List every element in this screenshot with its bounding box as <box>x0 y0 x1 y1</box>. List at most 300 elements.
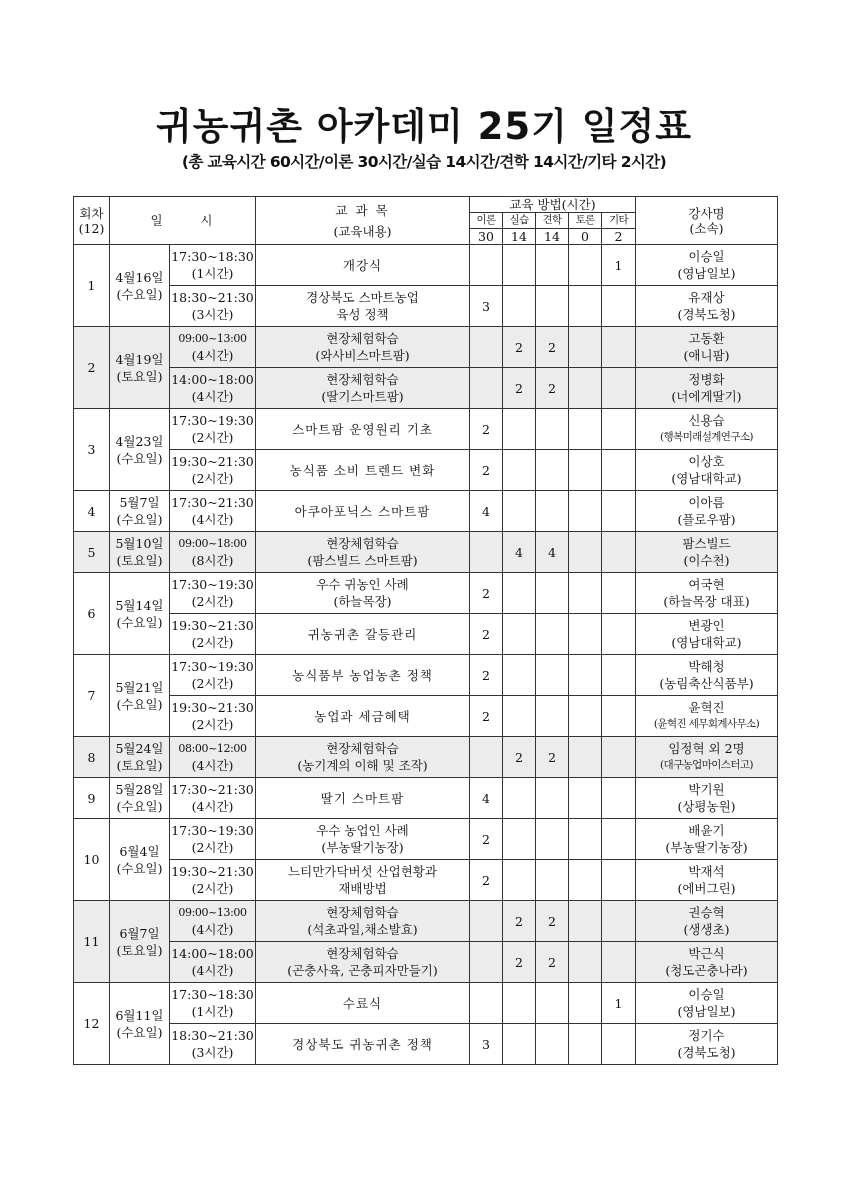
session-time <box>170 450 256 491</box>
session-lecturer <box>636 942 778 983</box>
date-label: 4월19일 <box>115 351 164 367</box>
hours-tour: 2 <box>536 901 569 942</box>
time-range: 09:00~18:00 <box>178 537 247 550</box>
subject-line: 현장체험학습 <box>326 331 399 346</box>
lecturer-name: 권승혁 <box>688 905 725 920</box>
session-subject <box>256 655 470 696</box>
hours-tour: 2 <box>536 737 569 778</box>
subject-line: 경상북도 귀농귀촌 정책 <box>292 1036 433 1052</box>
hours-discuss <box>569 614 602 655</box>
hours-discuss <box>569 573 602 614</box>
lecturer-name: 박해청 <box>688 659 725 674</box>
session-subject <box>256 737 470 778</box>
hours-practice <box>503 573 536 614</box>
hours-etc <box>602 696 636 737</box>
session-time <box>170 737 256 778</box>
session-subject <box>256 573 470 614</box>
subject-line: 현장체험학습 <box>326 905 399 920</box>
session-subject <box>256 614 470 655</box>
session-time <box>170 942 256 983</box>
lecturer-name: 박근식 <box>688 946 725 961</box>
time-range: 17:30~19:30 <box>171 659 254 674</box>
hours-discuss <box>569 819 602 860</box>
lecturer-org: (영남대학교) <box>671 635 742 650</box>
subject-line: 개강식 <box>342 257 383 273</box>
session-lecturer <box>636 409 778 450</box>
time-hours: (4시간) <box>191 799 234 814</box>
day-label: (수요일) <box>116 696 163 712</box>
subject-line: 재배방법 <box>338 881 387 896</box>
table-row <box>74 860 778 901</box>
time-hours: (4시간) <box>191 922 234 937</box>
subject-line: 현장체험학습 <box>326 741 399 756</box>
hours-etc <box>602 655 636 696</box>
hours-theory <box>470 983 503 1024</box>
subject-line: 경상북도 스마트농업 <box>306 290 419 305</box>
hours-theory <box>470 368 503 409</box>
time-hours: (2시간) <box>191 840 234 855</box>
date-label: 6월11일 <box>115 1007 164 1023</box>
lecturer-name: 이아름 <box>688 495 725 510</box>
subject-line: 현장체험학습 <box>326 946 399 961</box>
lecturer-name: 윤혁진 <box>688 700 725 715</box>
session-subject <box>256 409 470 450</box>
day-label: (수요일) <box>116 512 163 527</box>
hours-etc: 1 <box>602 245 636 286</box>
session-time <box>170 778 256 819</box>
session-lecturer <box>636 614 778 655</box>
header-total-etc: 2 <box>602 229 636 245</box>
session-lecturer <box>636 532 778 573</box>
table-row <box>74 532 778 573</box>
hours-theory <box>470 901 503 942</box>
date-label: 5월14일 <box>115 597 164 613</box>
time-hours: (2시간) <box>191 635 234 650</box>
time-range: 14:00~18:00 <box>171 946 254 961</box>
session-lecturer <box>636 901 778 942</box>
day-label: (수요일) <box>116 614 163 630</box>
hours-tour <box>536 778 569 819</box>
session-time <box>170 1024 256 1065</box>
round-date <box>110 409 170 491</box>
session-time <box>170 655 256 696</box>
hours-etc <box>602 409 636 450</box>
hours-etc <box>602 860 636 901</box>
session-time <box>170 983 256 1024</box>
time-range: 18:30~21:30 <box>171 290 254 305</box>
hours-tour <box>536 573 569 614</box>
lecturer-org: (애니팜) <box>683 348 730 363</box>
lecturer-org: (너에게딸기) <box>671 389 742 404</box>
day-label: (토요일) <box>116 553 163 568</box>
session-subject <box>256 860 470 901</box>
subject-line: 농식품 소비 트렌드 변화 <box>289 462 436 478</box>
hours-etc <box>602 778 636 819</box>
hours-etc <box>602 901 636 942</box>
hours-discuss <box>569 696 602 737</box>
hours-practice <box>503 409 536 450</box>
table-row <box>74 737 778 778</box>
header-lecturer-sub: (소속) <box>689 220 724 236</box>
lecturer-name: 임정혁 외 2명 <box>668 741 745 756</box>
day-label: (토요일) <box>116 368 163 384</box>
time-range: 17:30~21:30 <box>171 495 254 510</box>
time-range: 18:30~21:30 <box>171 1028 254 1043</box>
day-label: (수요일) <box>116 860 163 876</box>
date-label: 6월7일 <box>119 925 160 941</box>
session-lecturer <box>636 491 778 532</box>
hours-theory: 3 <box>470 286 503 327</box>
hours-etc <box>602 532 636 573</box>
round-number: 9 <box>74 778 110 819</box>
lecturer-org: (경북도청) <box>677 1045 736 1060</box>
hours-practice <box>503 696 536 737</box>
schedule-table <box>73 196 778 1065</box>
header-date: 일 시 <box>110 197 256 245</box>
session-time <box>170 245 256 286</box>
session-lecturer <box>636 696 778 737</box>
lecturer-org: (영남일보) <box>677 1004 736 1019</box>
lecturer-org: (생생초) <box>683 922 730 937</box>
hours-theory: 4 <box>470 491 503 532</box>
session-time <box>170 696 256 737</box>
round-date <box>110 532 170 573</box>
hours-etc <box>602 573 636 614</box>
hours-practice: 4 <box>503 532 536 573</box>
lecturer-org: (행복미래설계연구소) <box>660 431 753 443</box>
lecturer-org: (영남대학교) <box>671 471 742 486</box>
lecturer-org: (하늘목장 대표) <box>663 594 750 609</box>
round-number: 4 <box>74 491 110 532</box>
hours-theory <box>470 245 503 286</box>
round-date <box>110 655 170 737</box>
hours-etc <box>602 368 636 409</box>
session-lecturer <box>636 573 778 614</box>
session-lecturer <box>636 245 778 286</box>
hours-practice <box>503 778 536 819</box>
time-hours: (2시간) <box>191 717 234 732</box>
subject-line: (석초과일,채소발효) <box>307 922 418 937</box>
lecturer-org: (윤혁진 세무회계사무소) <box>653 718 760 730</box>
table-row <box>74 573 778 614</box>
hours-tour <box>536 614 569 655</box>
session-subject <box>256 450 470 491</box>
lecturer-name: 팜스빌드 <box>682 536 731 551</box>
lecturer-org: (농림축산식품부) <box>659 676 754 691</box>
date-label: 5월10일 <box>115 536 164 551</box>
session-subject <box>256 245 470 286</box>
time-hours: (2시간) <box>191 471 234 486</box>
header-round-label: 회차 <box>79 205 104 221</box>
header-subject <box>256 197 470 245</box>
hours-practice: 2 <box>503 942 536 983</box>
header-lecturer-label: 강사명 <box>688 205 725 221</box>
subject-line: 느티만가닥버섯 산업현황과 <box>288 864 437 879</box>
hours-etc <box>602 819 636 860</box>
hours-practice <box>503 819 536 860</box>
time-hours: (4시간) <box>191 389 234 404</box>
day-label: (토요일) <box>116 758 163 773</box>
header-lecturer <box>636 197 778 245</box>
hours-discuss <box>569 409 602 450</box>
hours-tour <box>536 286 569 327</box>
day-label: (토요일) <box>116 942 163 958</box>
subject-line: (농기계의 이해 및 조작) <box>297 758 428 773</box>
time-range: 09:00~13:00 <box>178 332 247 345</box>
subject-line: 스마트팜 운영원리 기초 <box>292 421 433 437</box>
table-row <box>74 409 778 450</box>
round-date <box>110 737 170 778</box>
round-date <box>110 778 170 819</box>
hours-tour <box>536 1024 569 1065</box>
table-row <box>74 614 778 655</box>
day-label: (수요일) <box>116 1024 163 1040</box>
session-subject <box>256 286 470 327</box>
round-date <box>110 573 170 655</box>
round-date <box>110 491 170 532</box>
hours-tour <box>536 983 569 1024</box>
hours-etc: 1 <box>602 983 636 1024</box>
date-label: 5월28일 <box>115 782 164 797</box>
date-label: 4월16일 <box>115 269 164 285</box>
time-hours: (2시간) <box>191 594 234 609</box>
session-time <box>170 409 256 450</box>
lecturer-name: 정병화 <box>688 372 725 387</box>
time-range: 17:30~19:30 <box>171 577 254 592</box>
hours-theory <box>470 532 503 573</box>
round-number: 6 <box>74 573 110 655</box>
time-hours: (8시간) <box>191 553 234 568</box>
session-lecturer <box>636 819 778 860</box>
round-date <box>110 245 170 327</box>
table-row <box>74 696 778 737</box>
time-hours: (3시간) <box>191 307 234 322</box>
time-hours: (1시간) <box>191 1004 234 1019</box>
lecturer-org: (대구농업마이스터고) <box>660 759 753 771</box>
session-subject <box>256 368 470 409</box>
subject-line: 수료식 <box>342 995 383 1011</box>
time-range: 17:30~19:30 <box>171 823 254 838</box>
time-range: 19:30~21:30 <box>171 618 254 633</box>
lecturer-org: (영남일보) <box>677 266 736 281</box>
table-row <box>74 327 778 368</box>
hours-theory: 2 <box>470 614 503 655</box>
subject-line: 딸기 스마트팜 <box>320 790 405 806</box>
hours-discuss <box>569 942 602 983</box>
hours-tour <box>536 655 569 696</box>
hours-practice <box>503 1024 536 1065</box>
lecturer-name: 이승일 <box>688 249 725 264</box>
lecturer-name: 박기원 <box>688 782 725 797</box>
round-date <box>110 819 170 901</box>
hours-tour: 2 <box>536 368 569 409</box>
lecturer-name: 정기수 <box>688 1028 725 1043</box>
subject-line: (딸기스마트팜) <box>321 389 404 404</box>
lecturer-name: 여국현 <box>688 577 725 592</box>
hours-discuss <box>569 327 602 368</box>
hours-practice <box>503 860 536 901</box>
round-number: 12 <box>74 983 110 1065</box>
date-label: 5월7일 <box>119 495 160 510</box>
subject-line: (곤충사육, 곤충피자만들기) <box>287 963 438 978</box>
session-subject <box>256 532 470 573</box>
subject-line: (부농딸기농장) <box>321 840 404 855</box>
hours-practice <box>503 983 536 1024</box>
round-date <box>110 327 170 409</box>
time-range: 08:00~12:00 <box>178 742 247 755</box>
header-total-tour: 14 <box>536 229 569 245</box>
table-row <box>74 983 778 1024</box>
hours-tour <box>536 696 569 737</box>
hours-practice <box>503 245 536 286</box>
lecturer-name: 변광인 <box>688 618 725 633</box>
session-subject <box>256 1024 470 1065</box>
time-range: 17:30~18:30 <box>171 987 254 1002</box>
subject-line: (하늘목장) <box>333 594 392 609</box>
hours-practice <box>503 614 536 655</box>
table-row <box>74 942 778 983</box>
session-subject <box>256 901 470 942</box>
round-number: 5 <box>74 532 110 573</box>
header-total-theory: 30 <box>470 229 503 245</box>
lecturer-org: (경북도청) <box>677 307 736 322</box>
session-subject <box>256 696 470 737</box>
time-hours: (4시간) <box>191 512 234 527</box>
day-label: (수요일) <box>116 799 163 814</box>
session-time <box>170 860 256 901</box>
table-row <box>74 778 778 819</box>
round-date <box>110 983 170 1065</box>
hours-discuss <box>569 245 602 286</box>
subject-line: (와사비스마트팜) <box>315 348 410 363</box>
session-lecturer <box>636 778 778 819</box>
hours-discuss <box>569 655 602 696</box>
time-hours: (2시간) <box>191 430 234 445</box>
header-method-tour: 견학 <box>536 213 569 229</box>
lecturer-name: 박재석 <box>688 864 725 879</box>
time-range: 19:30~21:30 <box>171 864 254 879</box>
table-row <box>74 450 778 491</box>
hours-theory: 2 <box>470 696 503 737</box>
time-range: 17:30~21:30 <box>171 782 254 797</box>
session-time <box>170 327 256 368</box>
round-number: 8 <box>74 737 110 778</box>
hours-discuss <box>569 860 602 901</box>
subject-line: 현장체험학습 <box>326 372 399 387</box>
header-round <box>74 197 110 245</box>
subject-line: 농식품부 농업농촌 정책 <box>292 667 433 683</box>
date-label: 6월4일 <box>119 843 160 859</box>
hours-practice: 2 <box>503 327 536 368</box>
time-hours: (4시간) <box>191 758 234 773</box>
session-subject <box>256 491 470 532</box>
lecturer-org: (이수천) <box>683 553 730 568</box>
hours-practice <box>503 655 536 696</box>
hours-tour <box>536 860 569 901</box>
time-range: 09:00~13:00 <box>178 906 247 919</box>
hours-practice <box>503 450 536 491</box>
lecturer-name: 이승일 <box>688 987 725 1002</box>
session-lecturer <box>636 983 778 1024</box>
day-label: (수요일) <box>116 450 163 466</box>
subject-line: (팜스빌드 스마트팜) <box>307 553 418 568</box>
time-range: 17:30~18:30 <box>171 249 254 264</box>
hours-practice: 2 <box>503 737 536 778</box>
hours-tour <box>536 491 569 532</box>
hours-tour <box>536 450 569 491</box>
hours-discuss <box>569 983 602 1024</box>
hours-etc <box>602 327 636 368</box>
hours-etc <box>602 491 636 532</box>
hours-tour: 4 <box>536 532 569 573</box>
session-lecturer <box>636 286 778 327</box>
hours-discuss <box>569 737 602 778</box>
header-method-theory: 이론 <box>470 213 503 229</box>
header-method-practice: 실습 <box>503 213 536 229</box>
lecturer-org: (에버그린) <box>677 881 736 896</box>
time-hours: (2시간) <box>191 676 234 691</box>
time-hours: (1시간) <box>191 266 234 281</box>
header-method-discuss: 토론 <box>569 213 602 229</box>
session-time <box>170 368 256 409</box>
lecturer-name: 고동환 <box>688 331 725 346</box>
time-range: 17:30~19:30 <box>171 413 254 428</box>
hours-practice: 2 <box>503 901 536 942</box>
lecturer-name: 신용습 <box>688 413 725 428</box>
lecturer-name: 이상호 <box>688 454 725 469</box>
hours-discuss <box>569 778 602 819</box>
session-time <box>170 286 256 327</box>
table-row <box>74 1024 778 1065</box>
subject-line: 아쿠아포닉스 스마트팜 <box>294 503 431 519</box>
round-number: 3 <box>74 409 110 491</box>
time-hours: (2시간) <box>191 881 234 896</box>
time-range: 14:00~18:00 <box>171 372 254 387</box>
table-row <box>74 819 778 860</box>
lecturer-name: 배윤기 <box>688 823 725 838</box>
session-time <box>170 532 256 573</box>
session-lecturer <box>636 450 778 491</box>
lecturer-org: (청도곤충나라) <box>665 963 748 978</box>
hours-practice: 2 <box>503 368 536 409</box>
subject-line: 육성 정책 <box>336 307 389 322</box>
hours-theory: 2 <box>470 655 503 696</box>
session-lecturer <box>636 860 778 901</box>
lecturer-org: (상평농원) <box>677 799 736 814</box>
hours-discuss <box>569 286 602 327</box>
session-time <box>170 819 256 860</box>
time-hours: (3시간) <box>191 1045 234 1060</box>
session-lecturer <box>636 368 778 409</box>
header-subject-label: 교 과 목 <box>335 202 390 218</box>
round-number: 10 <box>74 819 110 901</box>
hours-theory: 3 <box>470 1024 503 1065</box>
header-method-etc: 기타 <box>602 213 636 229</box>
lecturer-name: 유재상 <box>688 290 725 305</box>
schedule-body <box>74 245 778 1065</box>
hours-practice <box>503 491 536 532</box>
page-subtitle: (총 교육시간 60시간/이론 30시간/실습 14시간/견학 14시간/기타 2시간) <box>181 153 667 171</box>
time-hours: (4시간) <box>191 348 234 363</box>
time-hours: (4시간) <box>191 963 234 978</box>
hours-etc <box>602 614 636 655</box>
table-row <box>74 286 778 327</box>
subject-line: 현장체험학습 <box>326 536 399 551</box>
lecturer-org: (부농딸기농장) <box>665 840 748 855</box>
hours-theory: 2 <box>470 860 503 901</box>
subject-line: 농업과 세금혜택 <box>314 708 411 724</box>
hours-tour: 2 <box>536 327 569 368</box>
